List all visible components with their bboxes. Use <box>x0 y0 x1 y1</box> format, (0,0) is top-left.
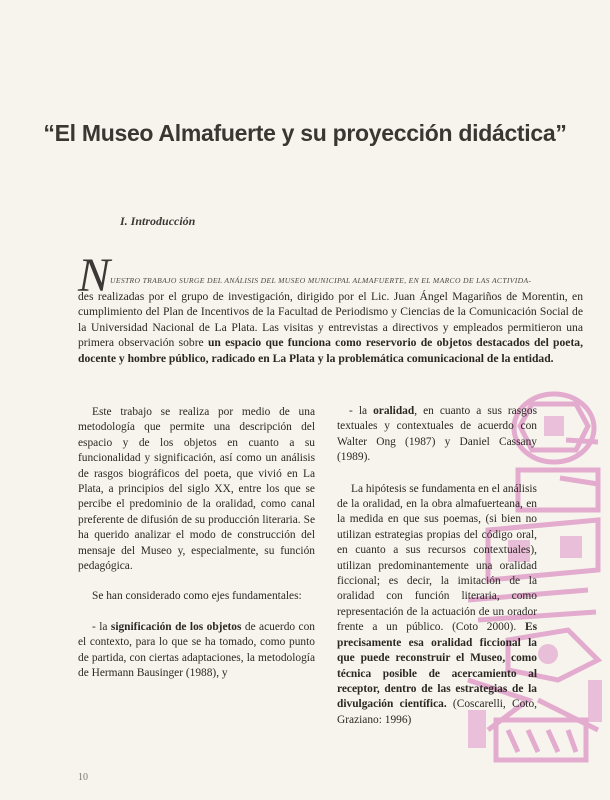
list-item-prefix: - la <box>92 620 111 633</box>
list-item-text: , en cuanto a sus rasgos textuales y contextuales de acuerdo con Walter Ong (1987) y Daniel Cassany (1989). <box>337 405 537 464</box>
body-paragraph <box>337 482 537 729</box>
article-title: “El Museo Almafuerte y su proyección didáctica” <box>43 120 567 146</box>
paragraph-citation: (Coscarelli, Coto, Graziano: 1996) <box>337 698 537 726</box>
right-column <box>337 404 537 728</box>
intro-body <box>78 289 583 367</box>
body-paragraph: Se han considerado como ejes fundamentales: <box>92 590 302 603</box>
paragraph-bold: Es precisamente esa oralidad ficcional la que puede reconstruir el Museo, como técnica posible de acercamiento al receptor, dentro de las estrategias de la divulgación científica. <box>337 621 537 711</box>
intro-body-bold: un espacio que funciona como reservorio de objetos destacados del poeta, docente y hombre público, radicado en La Plata y la problemática comunicacional de la entidad. <box>78 336 584 365</box>
list-item-text: de acuerdo con el contexto, para lo que se ha tomado, como punto de partida, con ciertas adaptaciones, la metodología de Hermann Bausinger (1988), y <box>78 620 315 680</box>
intro-paragraph <box>78 249 584 366</box>
paragraph-text: La hipótesis se fundamenta en el análisis de la oralidad, en la obra almafuerteana, en la medida en que sus poemas, (si bien no utilizan estrategias propias del código oral, en cuanto a sus recursos contextuales), utilizan predominantemente una oralidad ficcional; es decir, la imitación de la oralidad con función literaria, como representación de la actuación de un orador frente a un público. (Coto 2000). <box>337 482 537 634</box>
list-item-prefix: - la <box>349 405 374 417</box>
section-heading: I. Introducción <box>120 214 196 228</box>
list-item <box>78 620 315 682</box>
intro-body-text: des realizadas por el grupo de investigación, dirigido por el Lic. Juan Ángel Magariños de Morentin, en cumplimiento del Plan de Incentivos de la Facultad de Periodismo y Ciencias de la Comunicación Social de la Universidad Nacional de La Plata. Las visitas y entrevistas a directivos y empleados permitieron una primera observación sobre <box>78 289 583 349</box>
left-column <box>78 405 315 682</box>
drop-cap: N <box>78 249 111 302</box>
body-paragraph: Este trabajo se realiza por medio de una metodología que permite una descripción del espacio y de los objetos en cuanto a su funcionalidad y significación, así como un análisis de rasgos biográficos del poeta, que vivió en La Plata, a principios del siglo XX, entre los que se percibe el predominio de la oralidad, como canal preferente de difusión de su producción literaria. Se ha querido analizar el modo de construcción del mensaje del Museo y, especialmente, su función pedagógica. <box>78 406 315 573</box>
list-item-bold: significación de los objetos <box>110 620 242 633</box>
list-item <box>337 404 537 466</box>
intro-first-line: UESTRO TRABAJO SURGE DEL ANÁLISIS DEL MUSEO MUNICIPAL ALMAFUERTE, EN EL MARCO DE LAS ACTIVIDA- <box>110 276 532 285</box>
page-number: 10 <box>78 772 88 783</box>
list-item-bold: oralidad <box>373 405 415 417</box>
